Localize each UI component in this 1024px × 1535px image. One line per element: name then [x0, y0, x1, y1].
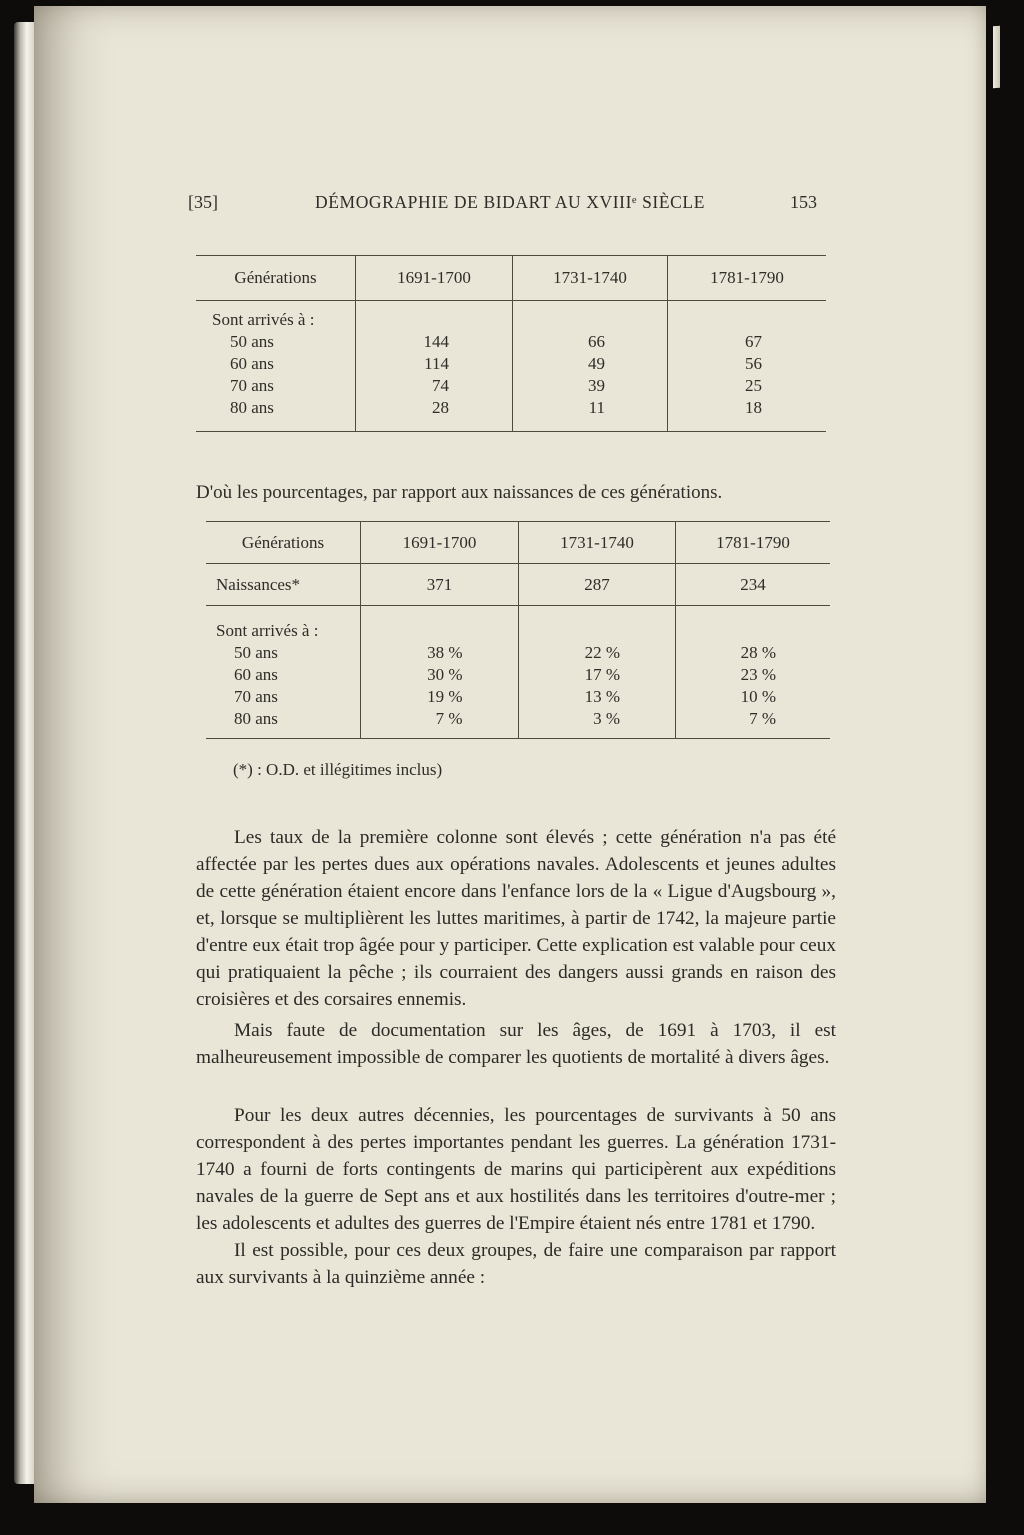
- cell-value: 67: [745, 332, 762, 351]
- cell-value: 56: [745, 354, 762, 373]
- table-cell-empty: [196, 301, 355, 309]
- table1-header-generations: Générations: [234, 268, 317, 287]
- table-row: [206, 642, 830, 664]
- table-survivors-percentages: [206, 521, 830, 739]
- row-label: 60 ans: [234, 665, 278, 684]
- table-cell-empty: [675, 606, 830, 620]
- table2-header-col1: 1691-1700: [360, 522, 518, 563]
- table-cell: [360, 686, 518, 708]
- page-header: [34, 192, 986, 218]
- table1-header-row: [196, 256, 826, 301]
- table1-group-row: [196, 309, 826, 331]
- table-cell-empty: [675, 620, 830, 642]
- cell-value: 18: [745, 398, 762, 417]
- table-cell-empty: [360, 606, 518, 620]
- table2-header-row: [206, 522, 830, 564]
- table1-header-col1: 1691-1700: [355, 256, 512, 300]
- table2-header-col3: 1781-1790: [675, 522, 830, 563]
- table-cell: [518, 564, 675, 605]
- table-cell-empty: [667, 301, 826, 309]
- table-cell-empty: [667, 419, 826, 431]
- page-corner-edge: [993, 26, 1000, 88]
- cell-value: 3 %: [593, 709, 620, 728]
- naissances-label: Naissances*: [216, 574, 301, 594]
- table1-spacer-row: [196, 419, 826, 431]
- table-row: [206, 686, 830, 708]
- table-cell-empty: [360, 730, 518, 738]
- cell-value: 11: [588, 398, 605, 417]
- cell-value: 13 %: [584, 687, 620, 706]
- table-cell-empty: [196, 419, 355, 431]
- table-cell-empty: [206, 730, 360, 738]
- cell-value: 28: [432, 398, 449, 417]
- table-row: [196, 375, 826, 397]
- table-cell: [518, 686, 675, 708]
- table-cell: [355, 331, 512, 353]
- cell-value: 371: [426, 574, 453, 594]
- row-label: 80 ans: [230, 398, 274, 417]
- table-cell: [360, 564, 518, 605]
- table-cell-empty: [518, 620, 675, 642]
- book-page: [34, 6, 986, 1503]
- paragraph-1: Les taux de la première colonne sont élevés ; cette génération n'a pas été affectée par les pertes dues aux opérations navales. Adolescents et jeunes adultes de cette génération étaient encore dans l'enfance lors de la « Ligue d'Augsbourg », et, lorsque se multiplièrent les luttes maritimes, à partir de 1742, la majeure partie d'entre eux était trop âgée pour y participer. Cette explication est valable pour ceux qui pratiquaient la pêche ; ils courraient des dangers aussi grands en raison des croisières et des corsaires ennemis.: [196, 827, 836, 1010]
- cell-value: 17 %: [584, 665, 620, 684]
- table2-spacer-row: [206, 730, 830, 738]
- table-cell-empty: [360, 620, 518, 642]
- table-cell-empty: [518, 606, 675, 620]
- table-row: [196, 353, 826, 375]
- table-cell: [355, 353, 512, 375]
- table-cell: [667, 375, 826, 397]
- cell-value: 114: [424, 354, 449, 373]
- table-cell: [667, 353, 826, 375]
- row-label: 50 ans: [234, 643, 278, 662]
- paragraph-3: Pour les deux autres décennies, les pourcentages de survivants à 50 ans correspondent à des pertes importantes pendant les guerres. La génération 1731-1740 a fourni de forts contingents de marins qui participèrent aux expéditions navales de la guerre de Sept ans et aux hostilités dans les territoires d'outre-mer ; les adolescents et adultes des guerres de l'Empire étaient nés entre 1781 et 1790.: [196, 1105, 836, 1234]
- table1-group-label: Sont arrivés à :: [212, 310, 315, 329]
- table-cell: [355, 375, 512, 397]
- book-page-edges: [14, 22, 36, 1484]
- table-cell: [518, 708, 675, 730]
- table1-spacer-row: [196, 301, 826, 309]
- table-cell-empty: [512, 301, 667, 309]
- body-text: [196, 824, 836, 1291]
- table-cell: [355, 397, 512, 419]
- table2-group-label: Sont arrivés à :: [216, 621, 319, 640]
- table-cell: [512, 397, 667, 419]
- cell-value: 25: [745, 376, 762, 395]
- cell-value: 30 %: [427, 665, 463, 684]
- table-cell: [667, 331, 826, 353]
- table-cell: [512, 375, 667, 397]
- row-label: 70 ans: [234, 687, 278, 706]
- table-survivors-counts: [196, 255, 826, 432]
- table-cell: [360, 708, 518, 730]
- table-cell-empty: [355, 309, 512, 331]
- table-cell: [518, 642, 675, 664]
- row-label: 70 ans: [230, 376, 274, 395]
- table2-group-row: [206, 620, 830, 642]
- table-cell: [675, 664, 830, 686]
- cell-value: 39: [588, 376, 605, 395]
- cell-value: 10 %: [740, 687, 776, 706]
- table-row: [206, 708, 830, 730]
- table-cell-empty: [355, 301, 512, 309]
- cell-value: 28 %: [740, 643, 776, 662]
- table-row: [206, 664, 830, 686]
- table-cell: [360, 642, 518, 664]
- table-cell-empty: [667, 309, 826, 331]
- cell-value: 7 %: [749, 709, 776, 728]
- table1-header-col2: 1731-1740: [512, 256, 667, 300]
- table-cell: [675, 642, 830, 664]
- paragraph-2: Mais faute de documentation sur les âges, de 1691 à 1703, il est malheureusement impossible de comparer les quotients de mortalité à divers âges.: [196, 1020, 836, 1068]
- cell-value: 144: [423, 332, 449, 351]
- table-cell: [512, 331, 667, 353]
- table-cell: [667, 397, 826, 419]
- table-cell-empty: [512, 309, 667, 331]
- table-cell-empty: [355, 419, 512, 431]
- cell-value: 19 %: [427, 687, 463, 706]
- cell-value: 234: [740, 574, 766, 594]
- cell-value: 23 %: [740, 665, 776, 684]
- table2-header-generations: Générations: [241, 532, 325, 552]
- running-title: DÉMOGRAPHIE DE BIDART AU XVIIIᵉ SIÈCLE: [315, 192, 705, 212]
- table-cell-empty: [518, 730, 675, 738]
- page-number: 153: [790, 192, 817, 212]
- cell-value: 7 %: [435, 709, 463, 728]
- table-cell: [675, 708, 830, 730]
- table1-header-col3: 1781-1790: [667, 256, 826, 300]
- cell-value: 49: [588, 354, 605, 373]
- table-cell: [512, 353, 667, 375]
- cell-value: 66: [588, 332, 605, 351]
- table-cell-empty: [675, 730, 830, 738]
- row-label: 80 ans: [234, 709, 278, 728]
- table-cell-empty: [512, 419, 667, 431]
- cell-value: 74: [432, 376, 449, 395]
- row-label: 60 ans: [230, 354, 274, 373]
- table-footnote: (*) : O.D. et illégitimes inclus): [233, 760, 443, 779]
- table2-header-col2: 1731-1740: [518, 522, 675, 563]
- table-row: [196, 331, 826, 353]
- row-label: 50 ans: [230, 332, 274, 351]
- table2-naissances-row: [206, 564, 830, 606]
- intro-sentence: D'où les pourcentages, par rapport aux naissances de ces générations.: [196, 482, 723, 503]
- table-cell: [360, 664, 518, 686]
- cell-value: 22 %: [584, 643, 620, 662]
- table-cell: [675, 686, 830, 708]
- cell-value: 38 %: [427, 643, 463, 662]
- paragraph-4: Il est possible, pour ces deux groupes, de faire une comparaison par rapport aux survivants à la quinzième année :: [196, 1240, 836, 1288]
- cell-value: 287: [584, 574, 610, 594]
- table2-spacer-row: [206, 606, 830, 620]
- table-cell: [675, 564, 830, 605]
- section-number: [35]: [188, 192, 218, 212]
- table-cell-empty: [206, 606, 360, 620]
- table-cell: [518, 664, 675, 686]
- table-row: [196, 397, 826, 419]
